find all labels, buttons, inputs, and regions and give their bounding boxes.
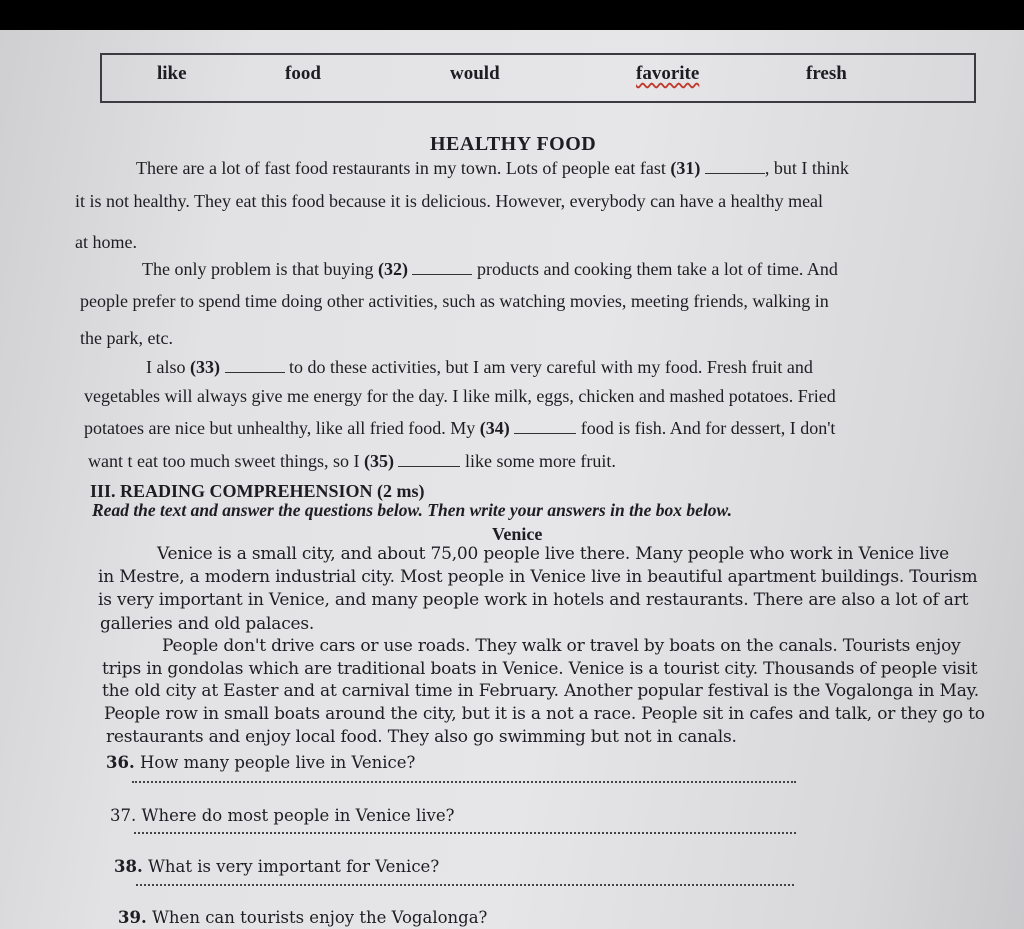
word-fresh: fresh — [806, 63, 847, 84]
word-like: like — [157, 63, 187, 84]
blank-31[interactable] — [705, 159, 765, 174]
answer-line-36[interactable] — [132, 781, 796, 783]
word-box — [100, 53, 976, 103]
word-favorite: favorite — [636, 63, 700, 84]
text-line: it is not healthy. They eat this food because it is delicious. However, everybody can have a healthy meal — [75, 191, 824, 211]
text-line: in Mestre, a modern industrial city. Most people in Venice live in beautiful apartment buildings. Tourism — [98, 567, 978, 587]
text-line: The only problem is that buying (32) products and cooking them take a lot of time. And — [142, 259, 838, 279]
text-line: People don't drive cars or use roads. They walk or travel by boats on the canals. Tourists enjoy — [162, 636, 961, 656]
answer-line-38[interactable] — [136, 884, 794, 886]
text-line: people prefer to spend time doing other activities, such as watching movies, meeting friends, walking in — [80, 291, 829, 311]
question-39: 39. When can tourists enjoy the Vogalonga? — [118, 908, 488, 927]
question-37: 37. Where do most people in Venice live? — [110, 806, 455, 825]
text-line: I also (33) to do these activities, but I am very careful with my food. Fresh fruit and — [146, 357, 813, 377]
venice-title: Venice — [492, 524, 543, 544]
text-line: There are a lot of fast food restaurants in my town. Lots of people eat fast (31) , but I think — [136, 158, 849, 178]
text-line: the park, etc. — [80, 328, 173, 348]
text-line: potatoes are nice but unhealthy, like all fried food. My (34) food is fish. And for dessert, I don't — [84, 418, 836, 438]
healthy-food-title: HEALTHY FOOD — [430, 133, 597, 155]
word-food: food — [285, 63, 321, 84]
word-would: would — [450, 63, 500, 84]
instruction: Read the text and answer the questions below. Then write your answers in the box below. — [92, 500, 732, 520]
text-line: restaurants and enjoy local food. They also go swimming but not in canals. — [106, 727, 737, 747]
text-line: vegetables will always give me energy for the day. I like milk, eggs, chicken and mashed potatoes. Fried — [84, 386, 836, 406]
text-line: want t eat too much sweet things, so I (35) like some more fruit. — [88, 451, 616, 471]
section-heading: III. READING COMPREHENSION (2 ms) — [90, 481, 425, 501]
answer-line-37[interactable] — [134, 832, 796, 834]
blank-33[interactable] — [225, 358, 285, 373]
text-line: People row in small boats around the city, but it is a not a race. People sit in cafes and talk, or they go to — [104, 704, 985, 724]
text-line: the old city at Easter and at carnival time in February. Another popular festival is the Vogalonga in May. — [102, 681, 980, 701]
text-line: is very important in Venice, and many people work in hotels and restaurants. There are also a lot of art — [98, 590, 969, 610]
blank-35[interactable] — [398, 452, 460, 467]
question-38: 38. What is very important for Venice? — [114, 857, 440, 876]
text-line: at home. — [75, 232, 137, 252]
text-line: trips in gondolas which are traditional boats in Venice. Venice is a tourist city. Thousands of people visit — [102, 659, 978, 679]
blank-32[interactable] — [412, 260, 472, 275]
text-line: Venice is a small city, and about 75,00 people live there. Many people who work in Venice live — [157, 544, 949, 564]
top-dark-band — [0, 0, 1024, 30]
blank-34[interactable] — [514, 419, 576, 434]
question-36: 36. How many people live in Venice? — [106, 753, 416, 772]
text-line: galleries and old palaces. — [100, 614, 315, 634]
